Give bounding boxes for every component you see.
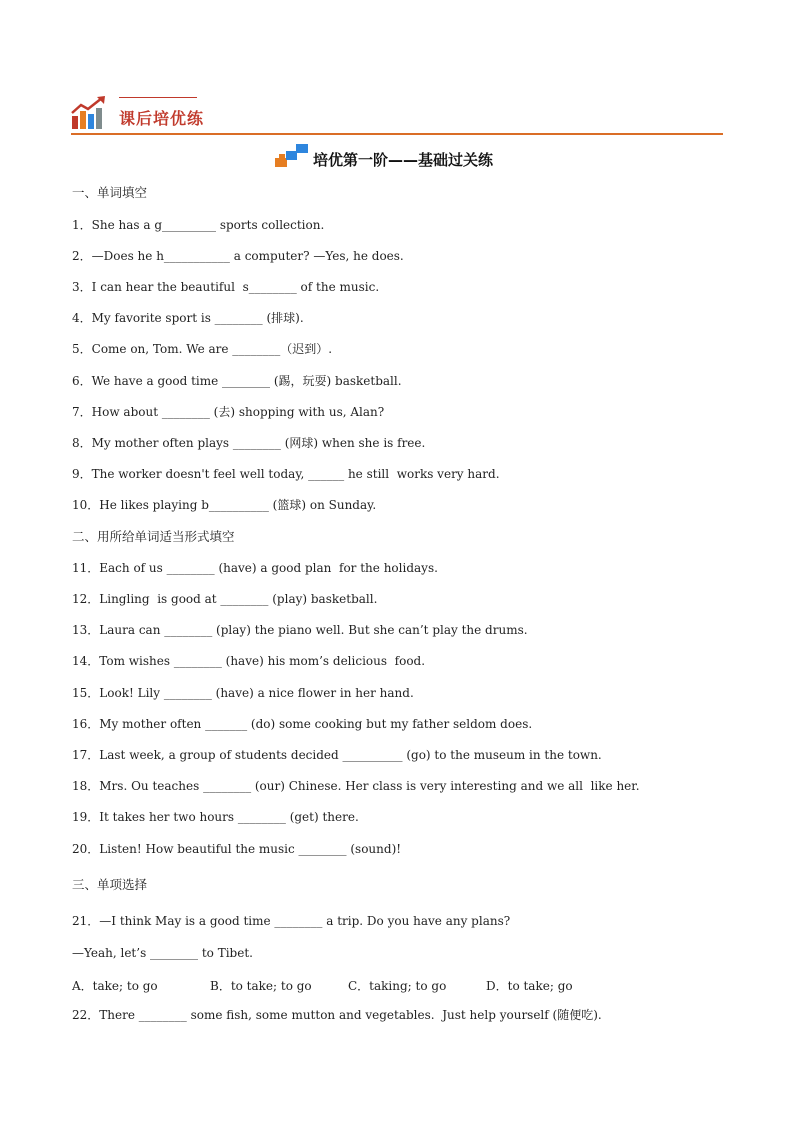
section-banner-title: 培优第一阶——基础过关练 [313, 151, 494, 169]
question-4: 4．My favorite sport is ________ (排球). [72, 311, 304, 325]
option-c[interactable]: C．taking; to go [348, 979, 447, 993]
question-9: 9．The worker doesn't feel well today, ______ he still works very hard. [72, 467, 500, 481]
option-a[interactable]: A．take; to go [72, 979, 158, 993]
question-20: 20．Listen! How beautiful the music ________ (sound)! [72, 842, 402, 856]
question-11: 11．Each of us ________ (have) a good plan for the holidays. [72, 561, 438, 575]
stairs-icon [275, 144, 309, 168]
question-3: 3．I can hear the beautiful s________ of the music. [72, 280, 380, 294]
question-19: 19．It takes her two hours ________ (get) there. [72, 810, 359, 824]
question-2: 2．—Does he h___________ a computer? —Yes, he does. [72, 249, 404, 263]
question-10: 10．He likes playing b__________ (篮球) on Sunday. [72, 498, 377, 512]
question-15: 15．Look! Lily ________ (have) a nice flower in her hand. [72, 686, 414, 700]
growth-chart-icon [71, 96, 107, 130]
section-heading-2: 二、用所给单词适当形式填空 [72, 529, 235, 544]
question-6: 6．We have a good time ________ (踢，玩耍) basketball. [72, 374, 402, 388]
question-22: 22．There ________ some fish, some mutton and vegetables. Just help yourself (随便吃). [72, 1008, 602, 1022]
question-7: 7．How about ________ (去) shopping with us, Alan? [72, 405, 385, 419]
title-overline [119, 97, 197, 98]
option-b[interactable]: B．to take; to go [210, 979, 312, 993]
question-18: 18．Mrs. Ou teaches ________ (our) Chinese. Her class is very interesting and we all like her. [72, 779, 640, 793]
question-17: 17．Last week, a group of students decided __________ (go) to the museum in the town. [72, 748, 602, 762]
question-14: 14．Tom wishes ________ (have) his mom’s delicious food. [72, 654, 426, 668]
question-12: 12．Lingling is good at ________ (play) basketball. [72, 592, 378, 606]
question-5: 5．Come on, Tom. We are ________（迟到）. [72, 342, 333, 356]
section-heading-3: 三、单项选择 [72, 877, 148, 892]
question-21: 21．—I think May is a good time ________ a trip. Do you have any plans? [72, 914, 511, 928]
header [71, 94, 723, 136]
page-title: 课后培优练 [119, 109, 205, 128]
section-heading-1: 一、单词填空 [72, 185, 148, 200]
question-1: 1．She has a g_________ sports collection. [72, 218, 325, 232]
header-divider [71, 133, 723, 135]
question-16: 16．My mother often _______ (do) some cooking but my father seldom does. [72, 717, 533, 731]
question-8: 8．My mother often plays ________ (网球) when she is free. [72, 436, 426, 450]
question-13: 13．Laura can ________ (play) the piano well. But she can’t play the drums. [72, 623, 528, 637]
option-d[interactable]: D．to take; go [486, 979, 573, 993]
question-21-reply: —Yeah, let’s ________ to Tibet. [72, 946, 253, 960]
